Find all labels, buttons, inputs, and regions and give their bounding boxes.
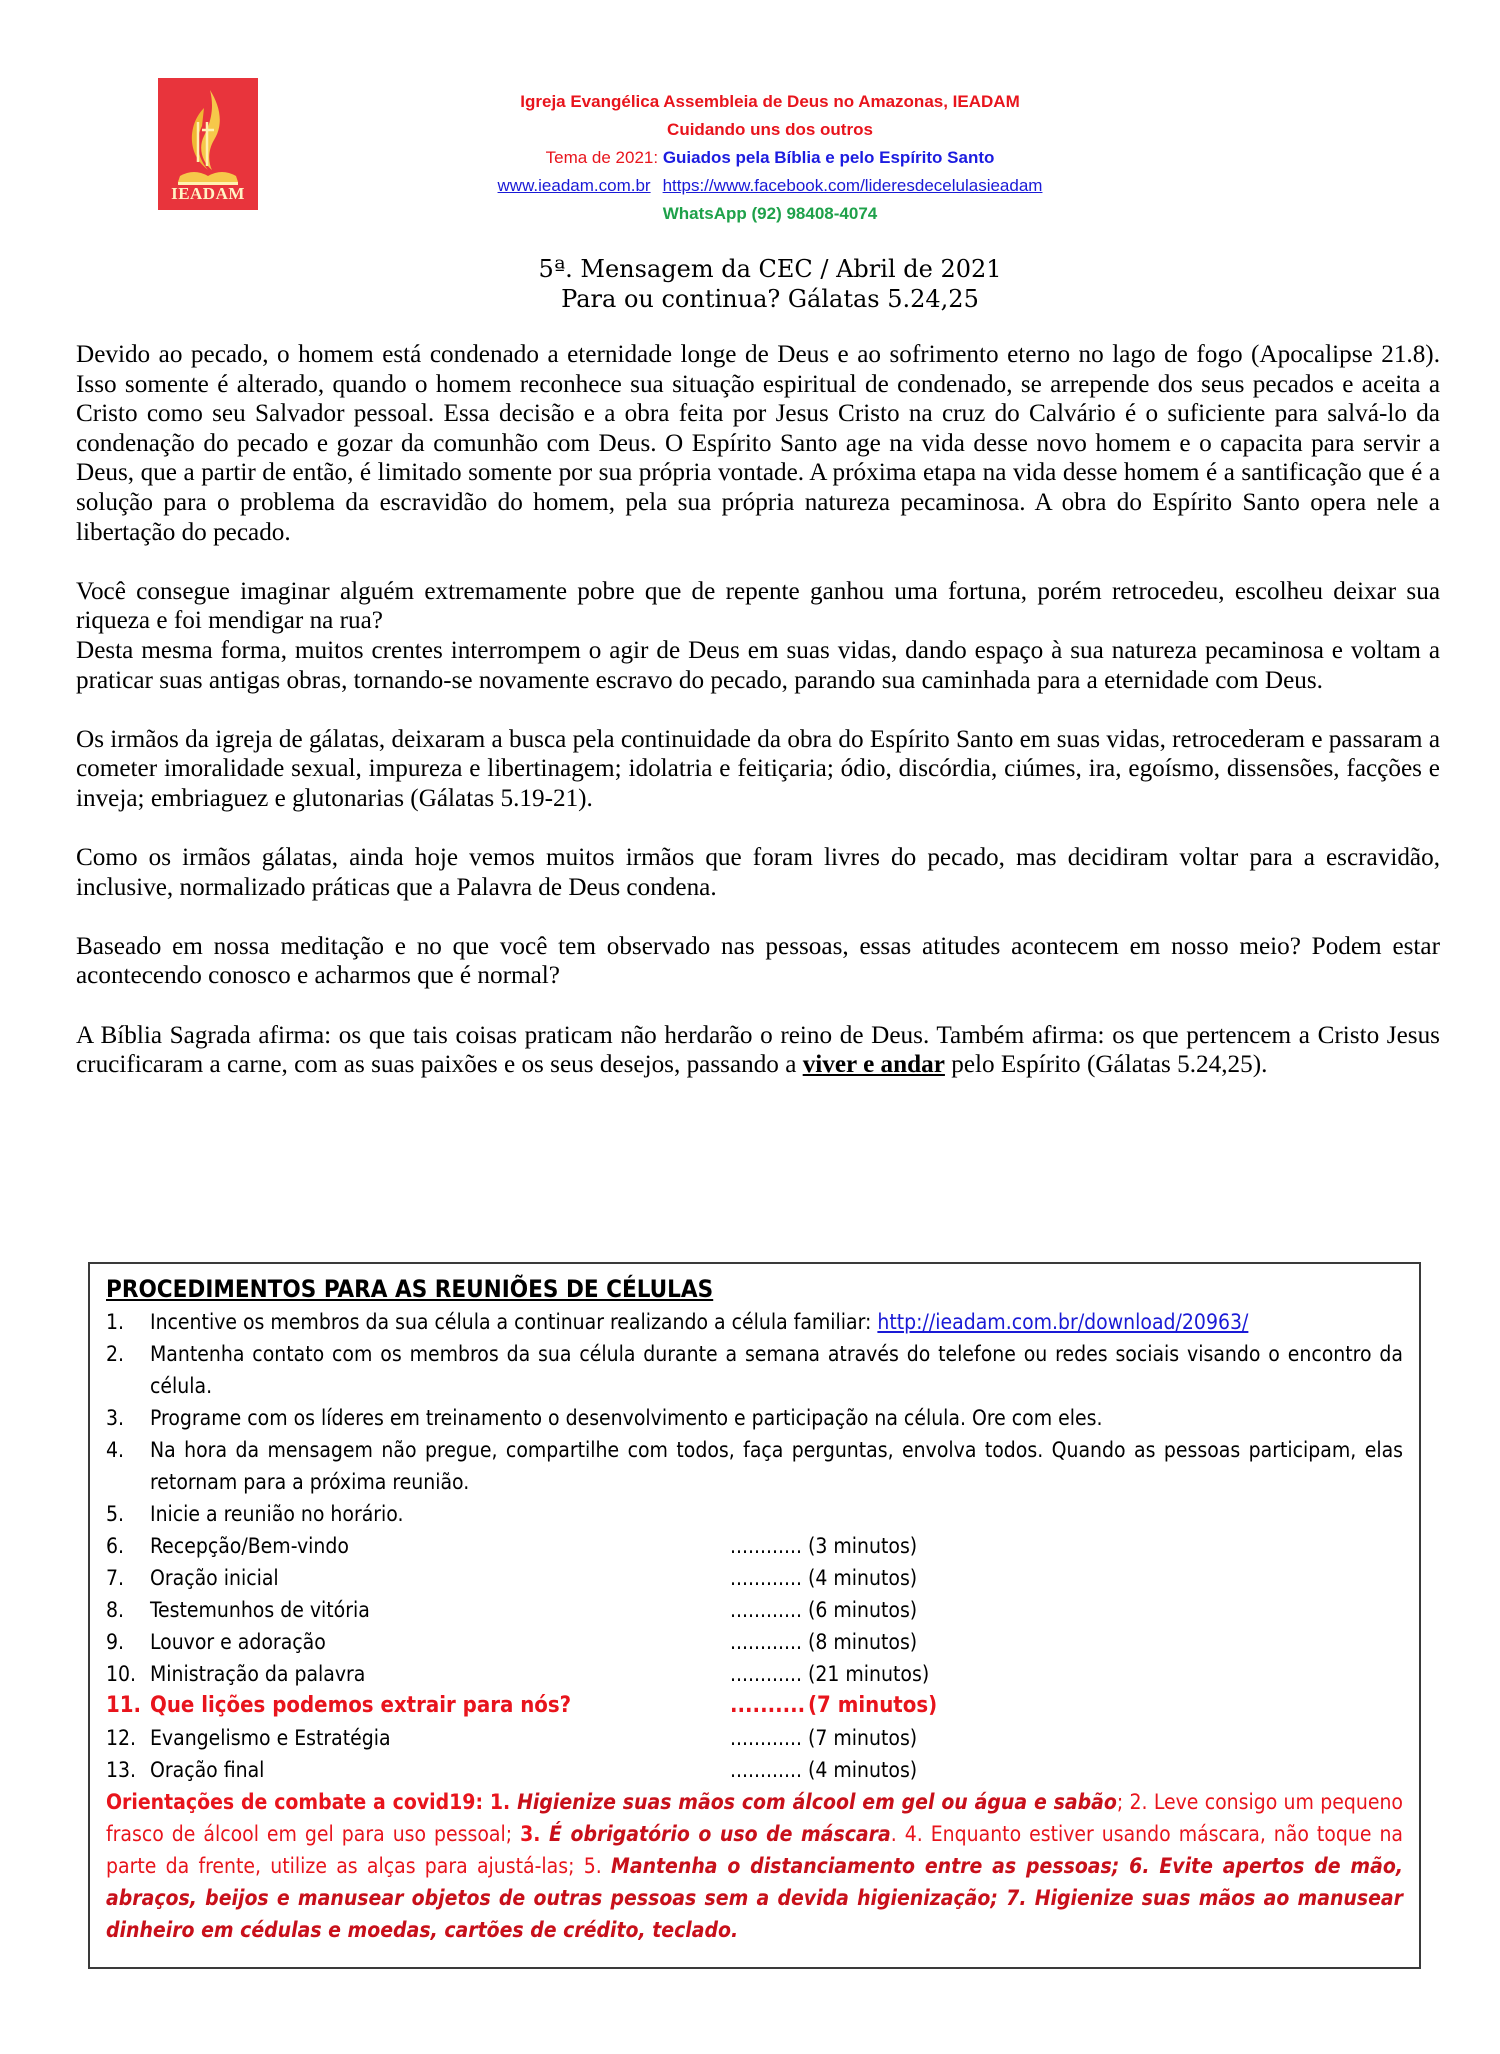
item-number: 2. [106,1342,125,1366]
item-duration: (6 minutos) [808,1598,918,1622]
covid-guidelines [106,1786,1403,1946]
item-text: Na hora da mensagem não pregue, compartilhe com todos, faça perguntas, envolva todos. Quando as pessoas participam, elas retornam para a próxima reunião. [150,1438,1403,1494]
item-number: 9. [106,1630,125,1654]
item-number: 4. [106,1438,125,1462]
item-duration: (8 minutos) [808,1630,918,1654]
covid-lead: Orientações de combate a covid19: 1. [106,1790,518,1814]
message-body [76,340,1440,1109]
leader-dots: ............ [730,1598,802,1622]
item-number: 8. [106,1598,125,1622]
item-text: Incentive os membros da sua célula a continuar realizando a célula familiar: [150,1310,878,1334]
schedule-item [106,1562,1403,1594]
website-link[interactable]: www.ieadam.com.br [497,176,651,195]
schedule-item [106,1594,1403,1626]
schedule-item [106,1530,1403,1562]
item-duration: (7 minutos) [808,1726,918,1750]
procedures-title: PROCEDIMENTOS PARA AS REUNIÕES DE CÉLULAS [106,1275,714,1303]
leader-dots: ............ [730,1630,802,1654]
item-duration: (21 minutos) [808,1662,930,1686]
item-text: Oração final [150,1758,265,1782]
leader-dots: ............ [730,1726,802,1750]
schedule-item-highlighted [106,1690,1403,1722]
procedure-item [106,1306,1403,1338]
paragraph-4: Como os irmãos gálatas, ainda hoje vemos muitos irmãos que foram livres do pecado, mas decidiram voltar para a escravidão, inclusive, normalizado práticas que a Palavra de Deus condena. [76,844,1440,901]
item-number: 5. [106,1502,125,1526]
procedure-item [106,1498,1403,1530]
church-name: Igreja Evangélica Assembleia de Deus no Amazonas, IEADAM [520,92,1020,111]
item-duration: (3 minutos) [808,1534,918,1558]
church-header [270,88,1270,228]
item-text: Programe com os líderes em treinamento o desenvolvimento e participação na célula. Ore com eles. [150,1406,1103,1430]
paragraph-2b: Desta mesma forma, muitos crentes interrompem o agir de Deus em suas vidas, dando espaço à sua natureza pecaminosa e voltam a praticar suas antigas obras, tornando-se novamente escravo do pecado, parando sua caminhada para a eternidade com Deus. [76,636,1440,694]
item-number: 13. [106,1758,137,1782]
item-number: 7. [106,1566,125,1590]
title-line-1: 5ª. Mensagem da CEC / Abril de 2021 [538,255,1002,283]
paragraph-3: Os irmãos da igreja de gálatas, deixaram a busca pela continuidade da obra do Espírito Santo em suas vidas, retrocederam e passaram a cometer imoralidade sexual, impureza e libertinagem; idolatria e feitiçaria; ódio, discórdia, ciúmes, ira, egoísmo, dissensões, facções e inveja; embriaguez e glutonarias (Gálatas 5.19-21). [76,725,1440,812]
procedures-box [88,1262,1421,1969]
title-line-2: Para ou continua? Gálatas 5.24,25 [561,285,979,313]
item-text: Inicie a reunião no horário. [150,1502,404,1526]
leader-dots: ............ [730,1534,802,1558]
item-text: Louvor e adoração [150,1630,326,1654]
whatsapp-contact: WhatsApp (92) 98408-4074 [662,204,878,223]
schedule-item [106,1626,1403,1658]
procedure-item [106,1338,1403,1402]
slogan: Cuidando uns dos outros [667,120,873,139]
item-number: 6. [106,1534,125,1558]
item-text: Que lições podemos extrair para nós? [150,1693,572,1718]
paragraph-6-end: pelo Espírito (Gálatas 5.24,25). [944,1051,1268,1079]
paragraph-5: Baseado em nossa meditação e no que você tem observado nas pessoas, essas atitudes acontecem em nosso meio? Podem estar acontecendo conosco e acharmos que é normal? [76,932,1440,990]
procedure-item [106,1434,1403,1498]
schedule-item [106,1754,1403,1786]
paragraph-2a: Você consegue imaginar alguém extremamente pobre que de repente ganhou uma fortuna, porém retrocedeu, escolheu deixar sua riqueza e foi mendigar na rua? [76,577,1440,635]
item-number: 3. [106,1406,125,1430]
facebook-link[interactable]: https://www.facebook.com/lideresdecelulasieadam [662,176,1043,195]
schedule-item [106,1658,1403,1690]
item-number: 1. [106,1310,125,1334]
links-line [270,172,1270,200]
covid-rule-2: ; 2. Leve consigo um pequeno frasco de álcool em gel para uso pessoal; [106,1790,1403,1846]
ieadam-logo [158,78,258,210]
covid-rule-3: É obrigatório o uso de máscara [549,1822,891,1846]
item-text: Oração inicial [150,1566,279,1590]
covid-rule-1: Higienize suas mãos com álcool em gel ou água e sabão [517,1790,1117,1814]
message-title [300,254,1240,314]
item-text: Ministração da palavra [150,1662,366,1686]
paragraph-6-text: A Bíblia Sagrada afirma: os que tais coisas praticam não herdarão o reino de Deus. Também afirma: os que pertencem a Cristo Jesus crucificaram a carne, com as suas paixões e os seus desejos, passando a [76,1021,1440,1079]
download-link[interactable]: http://ieadam.com.br/download/20963/ [877,1310,1249,1334]
leader-dots: ............ [730,1758,802,1782]
leader-dots: .......... [730,1693,806,1718]
theme-line [270,144,1270,172]
item-number: 12. [106,1726,137,1750]
covid-rules-5-7: Mantenha o distanciamento entre as pessoas; 6. Evite apertos de mão, abraços, beijos e manusear objetos de outras pessoas sem a devida higienização; 7. Higienize suas mãos ao manusear dinheiro em cédulas e moedas, cartões de crédito, teclado. [106,1854,1403,1942]
item-text: Evangelismo e Estratégia [150,1726,391,1750]
leader-dots: ............ [730,1662,802,1686]
theme-prefix: Tema de 2021: [545,148,663,167]
paragraph-1: Devido ao pecado, o homem está condenado a eternidade longe de Deus e ao sofrimento eterno no lago de fogo (Apocalipse 21.8). Isso somente é alterado, quando o homem reconhece sua situação espiritual de condenado, se arrepende dos seus pecados e aceita a Cristo como seu Salvador pessoal. Essa decisão e a obra feita por Jesus Cristo na cruz do Calvário é o suficiente para salvá-lo da condenação do pecado e gozar da comunhão com Deus. O Espírito Santo age na vida desse novo homem e o capacita para servir a Deus, que a partir de então, é limitado somente por sua própria vontade. A próxima etapa na vida desse homem é a santificação que é a solução para o problema da escravidão do homem, pela sua própria natureza pecaminosa. A obra do Espírito Santo opera nele a libertação do pecado. [76,341,1440,546]
item-number: 11. [106,1693,142,1718]
item-text: Mantenha contato com os membros da sua célula durante a semana através do telefone ou redes sociais visando o encontro da célula. [150,1342,1403,1398]
item-text: Testemunhos de vitória [150,1598,370,1622]
theme-text: Guiados pela Bíblia e pelo Espírito Santo [662,148,995,167]
paragraph-6 [76,1021,1440,1080]
item-duration: (4 minutos) [808,1758,918,1782]
item-duration: (7 minutos) [808,1693,938,1718]
item-duration: (4 minutos) [808,1566,918,1590]
schedule-item [106,1722,1403,1754]
procedure-item [106,1402,1403,1434]
item-number: 10. [106,1662,137,1686]
logo-text: IEADAM [171,184,245,203]
leader-dots: ............ [730,1566,802,1590]
covid-rule-3-num: 3. [520,1822,549,1846]
covid-rule-4: . 4. Enquanto estiver usando máscara, não toque na parte da frente, utilize as alças para ajustá-las; 5. [106,1822,1403,1878]
item-text: Recepção/Bem-vindo [150,1534,349,1558]
emphasis-viver-e-andar: viver e andar [802,1051,945,1079]
